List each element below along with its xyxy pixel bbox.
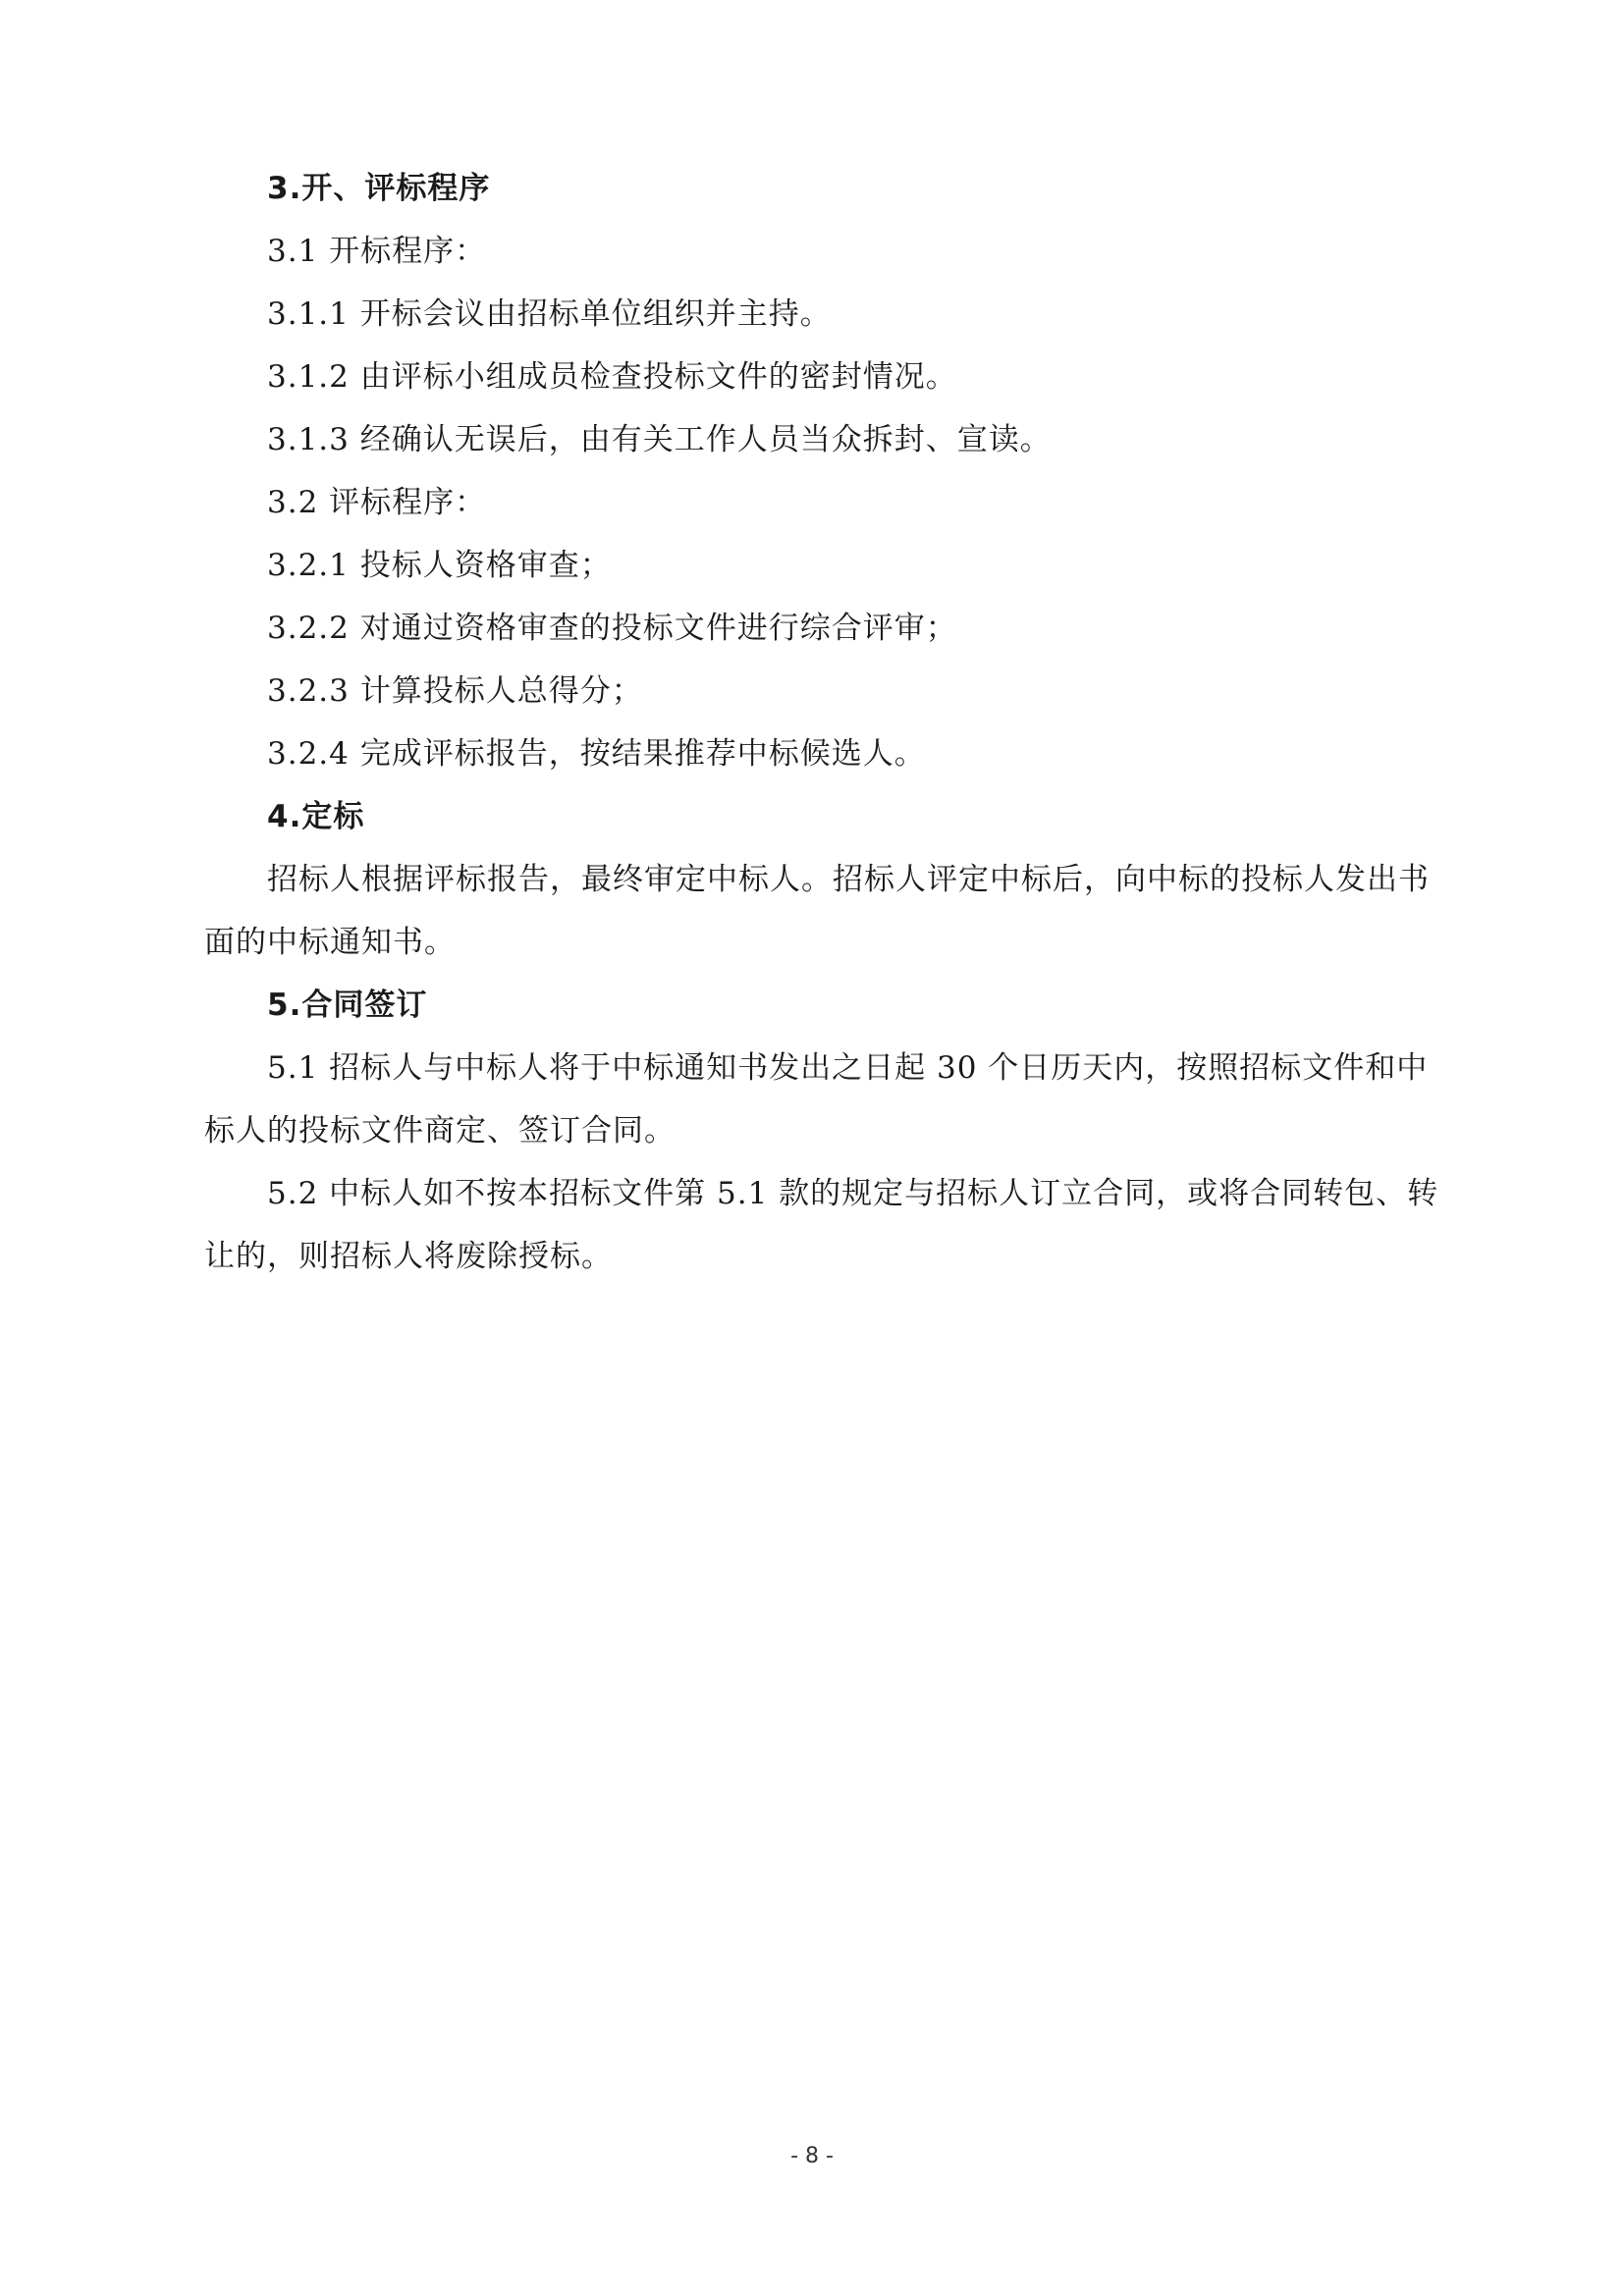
section-3-1-2: 3.1.2 由评标小组成员检查投标文件的密封情况。 — [267, 359, 957, 395]
section-3-2-4: 3.2.4 完成评标报告，按结果推荐中标候选人。 — [267, 736, 926, 772]
section-3-1-1: 3.1.1 开标会议由招标单位组织并主持。 — [267, 296, 832, 332]
section-5-2-line2: 让的，则招标人将废除授标。 — [204, 1239, 613, 1274]
section-5-2-line1: 5.2 中标人如不按本招标文件第 5.1 款的规定与招标人订立合同，或将合同转包、转 — [267, 1176, 1439, 1211]
section-4-body-line1: 招标人根据评标报告，最终审定中标人。招标人评定中标后，向中标的投标人发出书 — [267, 862, 1430, 897]
section-3-heading: 3.开、评标程序 — [267, 171, 491, 206]
page-number: - 8 - — [790, 2144, 834, 2168]
section-3-2-1: 3.2.1 投标人资格审查； — [267, 548, 612, 583]
section-3-1: 3.1 开标程序： — [267, 234, 487, 269]
section-3-1-3: 3.1.3 经确认无误后，由有关工作人员当众拆封、宣读。 — [267, 422, 1052, 457]
section-3-2-3: 3.2.3 计算投标人总得分； — [267, 673, 643, 709]
section-4-heading: 4.定标 — [267, 799, 365, 834]
section-4-body-line2: 面的中标通知书。 — [204, 925, 456, 960]
section-5-heading: 5.合同签订 — [267, 988, 428, 1023]
section-5-1-line1: 5.1 招标人与中标人将于中标通知书发出之日起 30 个日历天内，按照招标文件和中 — [267, 1050, 1429, 1086]
section-5-1-line2: 标人的投标文件商定、签订合同。 — [204, 1113, 676, 1148]
section-3-2: 3.2 评标程序： — [267, 485, 487, 520]
section-3-2-2: 3.2.2 对通过资格审查的投标文件进行综合评审； — [267, 611, 957, 646]
